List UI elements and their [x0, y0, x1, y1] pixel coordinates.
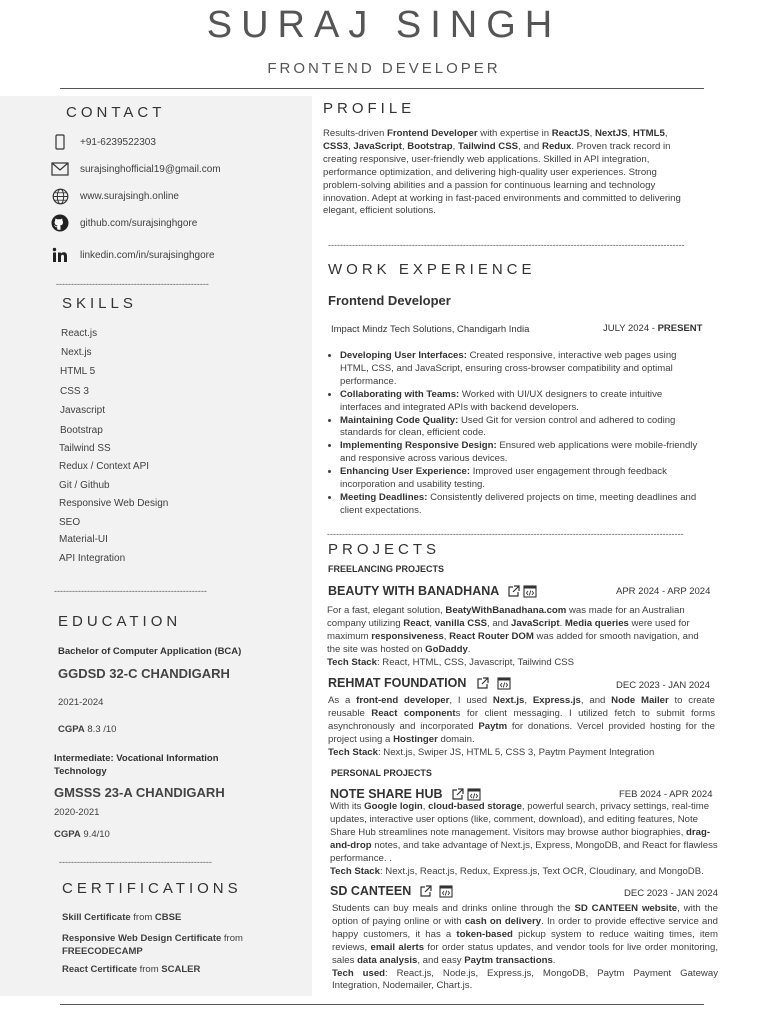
external-link-icon[interactable]	[476, 677, 489, 690]
skill-item: Redux / Context API	[59, 461, 150, 472]
school-cgpa-label: CGPA	[54, 829, 81, 840]
code-icon[interactable]	[523, 585, 537, 598]
school-cgpa-value: 9.4/10	[83, 829, 110, 840]
skill-item: Next.js	[61, 347, 92, 358]
skill-item: Material-UI	[59, 534, 108, 545]
certification-item	[62, 933, 262, 958]
mail-icon	[50, 159, 70, 179]
contact-title: CONTACT	[66, 104, 166, 121]
contact-github	[50, 213, 197, 233]
personal-title: PERSONAL PROJECTS	[331, 768, 432, 778]
education-title: EDUCATION	[58, 613, 182, 630]
skill-item: React.js	[61, 328, 98, 339]
skill-item: Javascript	[60, 405, 106, 416]
code-icon[interactable]	[467, 788, 481, 801]
education-college: GGDSD 32-C CHANDIGARH	[58, 666, 230, 681]
project-canteen-title	[330, 884, 453, 898]
skill-item: API Integration	[59, 553, 126, 564]
project-rehmat-title	[328, 676, 511, 690]
work-bullet: • Meeting Deadlines: Consistently delivered projects on time, meeting deadlines and client expectations.	[340, 492, 699, 518]
projects-title: PROJECTS	[328, 541, 441, 558]
work-bullet: • Enhancing User Experience: Improved user engagement through feedback incorporation and usability testing.	[340, 466, 699, 492]
globe-icon	[50, 186, 70, 206]
contact-phone	[50, 132, 156, 152]
profile-divider: -----------------------------------------------------------------------------------------------------------------------	[328, 240, 685, 250]
project-note-desc: With its Google login, cloud-based storage, powerful search, privacy settings, real-time updates, interactive user options (like, comment, download), and editing features, Note Share Hub streamlines note management. Visitors may browse author biographies, drag-and-drop notes, and take advantage of Next.js, Express, MongoDB, and React for flawless performance. . Tech Stack: Next.js, React.js, Redux, Express.js, Text OCR, Cloudinary, and MongoDB.	[330, 801, 718, 877]
contact-linkedin	[50, 245, 215, 265]
footer-divider	[60, 1004, 704, 1005]
contact-email-text[interactable]: surajsinghofficial19@gmail.com	[80, 163, 221, 175]
skill-item: HTML 5	[60, 366, 96, 377]
project-date: DEC 2023 - JAN 2024	[624, 888, 718, 899]
education-degree: Bachelor of Computer Application (BCA)	[58, 646, 242, 657]
linkedin-icon	[50, 245, 70, 265]
skill-item: CSS 3	[60, 386, 89, 397]
work-bullet: • Collaborating with Teams: Worked with UI/UX designers to create intuitive interfaces and integrated APIs with backend developers.	[340, 389, 699, 415]
education-cgpa	[58, 724, 116, 735]
work-bullets	[327, 350, 699, 518]
header-divider	[60, 88, 704, 89]
contact-website	[50, 186, 179, 206]
project-date: APR 2024 - ARP 2024	[616, 586, 711, 597]
skill-item: Git / Github	[59, 480, 110, 491]
work-company: Impact Mindz Tech Solutions, Chandigarh India	[331, 324, 530, 335]
contact-website-text[interactable]: www.surajsingh.online	[80, 190, 179, 202]
project-date: FEB 2024 - APR 2024	[619, 789, 713, 800]
github-icon	[50, 213, 70, 233]
project-date: DEC 2023 - JAN 2024	[616, 680, 710, 691]
cert-name: Responsive Web Design Certificate	[62, 933, 222, 944]
project-beauty-desc: For a fast, elegant solution, BeatyWithBanadhana.com was made for an Australian company utilizing React, vanilla CSS, and JavaScript. Media queries were used for maximum responsiveness, React Router DOM was added for smooth navigation, and the site was hosted on GoDaddy. Tech Stack: React, HTML, CSS, Javascript, Tailwind CSS	[327, 605, 699, 668]
certification-item	[62, 912, 181, 923]
cert-from: from	[133, 912, 153, 923]
cert-org: CBSE	[154, 912, 182, 923]
external-link-icon[interactable]	[451, 788, 464, 801]
contact-divider: ---------------------------------------------------	[56, 279, 209, 289]
freelancing-title: FREELANCING PROJECTS	[328, 564, 445, 574]
project-canteen-desc: Students can buy meals and drinks online through the SD CANTEEN website, with the option of paying online or with cash on delivery. In order to provide effective service and happy customers, it has a token-based pickup system to reduce waiting times, item reviews, email alerts for order status updates, and vendor tools for live order monitoring, sales data analysis, and easy Paytm transactions. Tech used: React.js, Node.js, Express.js, MongoDB, Paytm Payment Gateway Integration, Nodemailer, Chart.js.	[332, 903, 718, 992]
project-name: SD CANTEEN	[330, 884, 412, 898]
contact-github-text[interactable]: github.com/surajsinghgore	[80, 217, 198, 229]
work-bullet: • Implementing Responsive Design: Ensured web applications were mobile-friendly and responsive across various devices.	[340, 440, 699, 466]
contact-phone-text: +91-6239522303	[80, 136, 156, 148]
resume-name: SURAJ SINGH	[206, 4, 562, 46]
project-name: BEAUTY WITH BANADHANA	[328, 584, 500, 598]
project-note-title	[330, 787, 481, 801]
contact-linkedin-text[interactable]: linkedin.com/in/surajsinghgore	[80, 249, 215, 261]
education-intermediate: Intermediate: Vocational Information Technology	[54, 753, 219, 777]
external-link-icon[interactable]	[507, 585, 520, 598]
education-school-cgpa	[54, 829, 110, 840]
skill-item: Responsive Web Design	[59, 498, 169, 509]
cert-org: SCALER	[161, 964, 201, 975]
education-college-years: 2021-2024	[58, 697, 104, 708]
education-divider: ---------------------------------------------------	[59, 857, 212, 867]
code-icon[interactable]	[439, 885, 453, 898]
skill-item: Tailwind SS	[59, 443, 111, 454]
work-title: WORK EXPERIENCE	[328, 261, 536, 278]
education-school-years: 2020-2021	[54, 807, 100, 818]
cert-org: FREECODECAMP	[62, 945, 143, 957]
work-bullet: • Developing User Interfaces: Created responsive, interactive web pages using HTML, CSS, and JavaScript, ensuring cross-browser compatibility and optimal performance.	[340, 350, 699, 389]
project-rehmat-desc: As a front-end developer, I used Next.js, Express.js, and Node Mailer to create reusable React components for client messaging. I utilized fetch to submit forms asynchronously and incorporated Paytm for donations. Vercel provided hosting for the project using a Hostinger domain. Tech Stack: Next.js, Swiper JS, HTML 5, CSS 3, Paytm Payment Integration	[328, 695, 715, 758]
cert-from: from	[223, 933, 243, 944]
profile-text: Results-driven Frontend Developer with expertise in ReactJS, NextJS, HTML5, CSS3, JavaScript, Bootstrap, Tailwind CSS, and Redux. Proven track record in creating responsive, user-friendly web applications. Skilled in API integration, performance optimization, and delivering high-quality user experiences. Strong problem-solving abilities and a passion for continuous learning and technology innovation. Adept at working in fast-paced environments and committed to delivering elegant, efficient solutions.	[323, 128, 681, 217]
phone-icon	[50, 132, 70, 152]
certifications-title: CERTIFICATIONS	[62, 880, 242, 897]
certification-item	[62, 964, 200, 975]
project-beauty-title	[328, 584, 537, 598]
work-role: Frontend Developer	[328, 293, 451, 308]
work-bullet: • Maintaining Code Quality: Used Git for version control and adhered to coding standards for clean, efficient code.	[340, 415, 699, 441]
project-name: NOTE SHARE HUB	[330, 787, 443, 801]
cgpa-label: CGPA	[58, 724, 85, 735]
skill-item: Bootstrap	[60, 425, 103, 436]
education-school: GMSSS 23-A CHANDIGARH	[54, 785, 225, 800]
cert-name: Skill Certificate	[62, 912, 131, 923]
cert-name: React Certificate	[62, 964, 137, 975]
profile-title: PROFILE	[323, 100, 416, 117]
cgpa-value: 8.3 /10	[87, 724, 117, 735]
skills-title: SKILLS	[62, 295, 137, 312]
skill-item: SEO	[59, 517, 81, 528]
work-divider: -----------------------------------------------------------------------------------------------------------------------	[327, 529, 684, 539]
cert-from: from	[139, 964, 159, 975]
code-icon[interactable]	[497, 677, 511, 690]
resume-role: FRONTEND DEVELOPER	[267, 60, 501, 77]
work-dates: JULY 2024 - PRESENT	[603, 323, 703, 334]
skills-divider: ---------------------------------------------------	[54, 586, 207, 596]
external-link-icon[interactable]	[419, 885, 432, 898]
project-name: REHMAT FOUNDATION	[328, 676, 467, 690]
contact-email	[50, 159, 221, 179]
